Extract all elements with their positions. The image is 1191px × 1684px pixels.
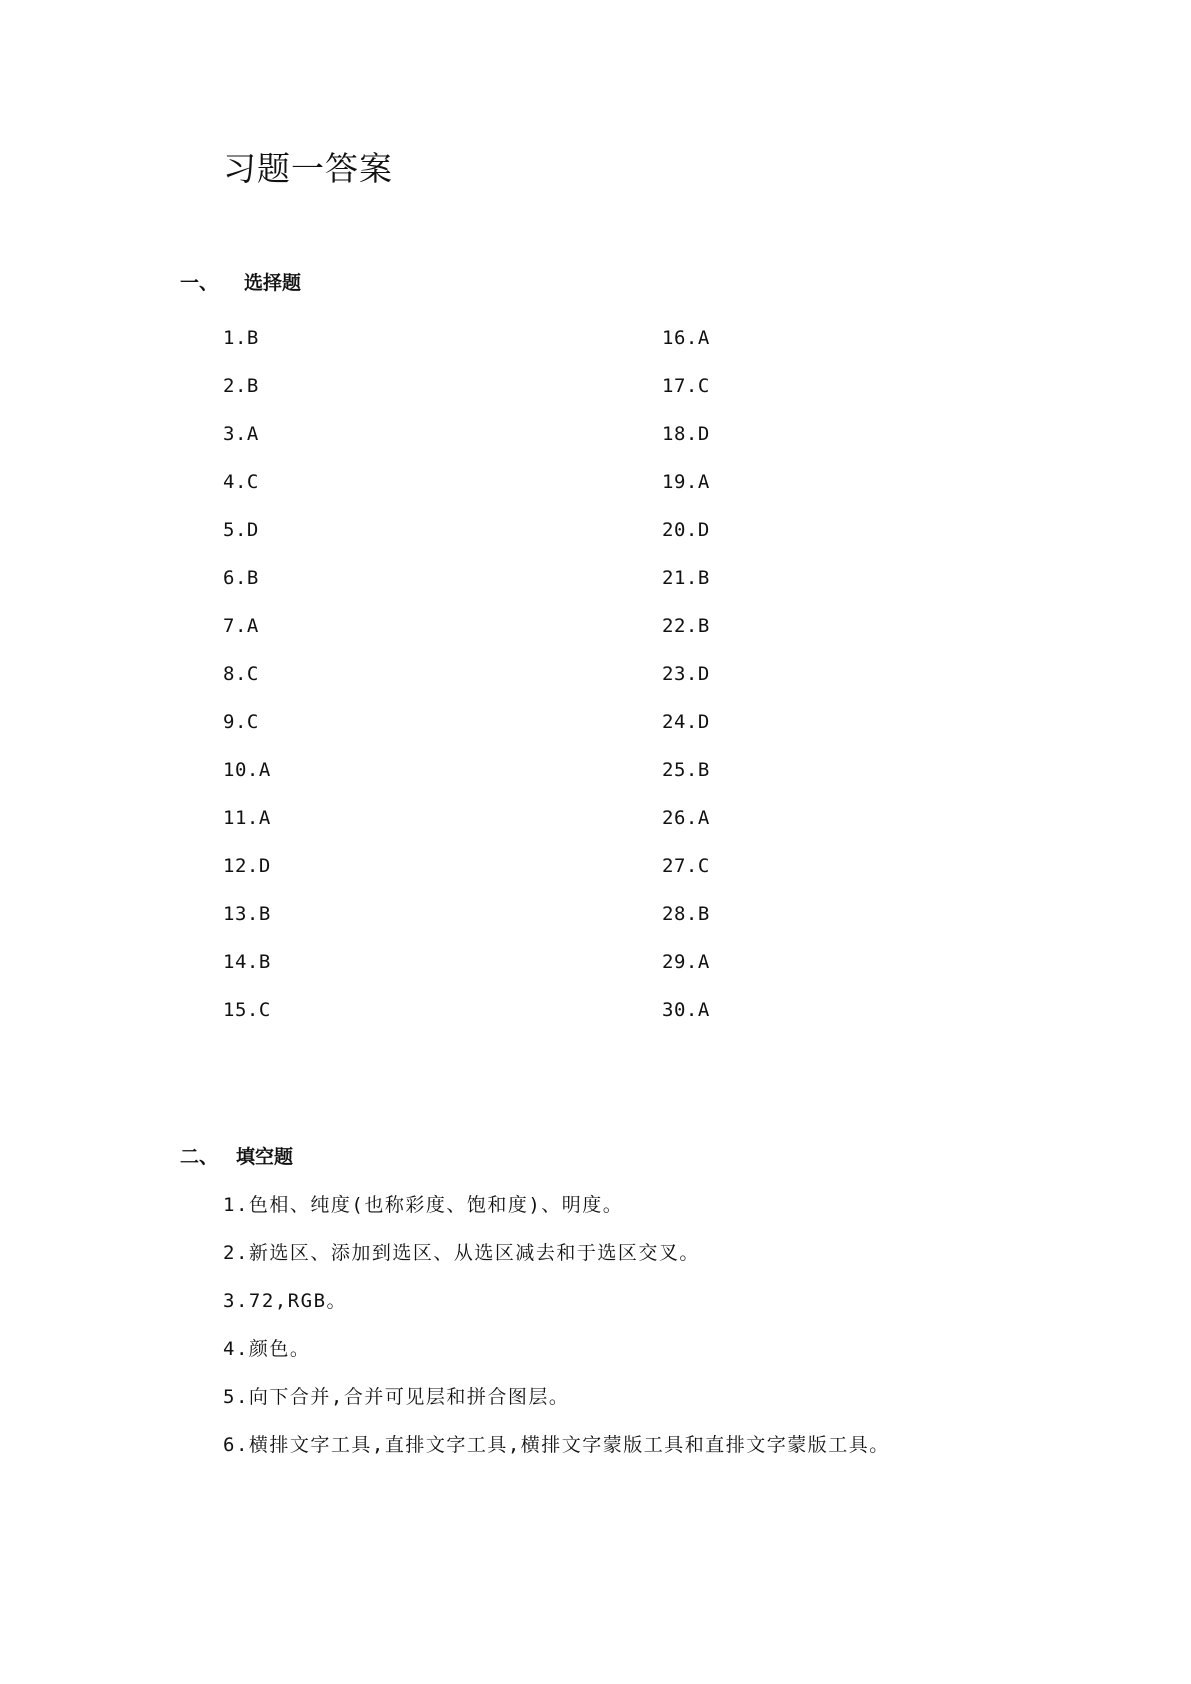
- answer-item: 20.D: [662, 519, 710, 541]
- answer-item: 10.A: [223, 759, 271, 781]
- answer-item: 19.A: [662, 471, 710, 493]
- answer-item: 30.A: [662, 999, 710, 1021]
- page-title: 习题一答案: [223, 149, 393, 188]
- answer-item: 5.D: [223, 519, 259, 541]
- section-number: 一、: [180, 272, 219, 294]
- answer-item: 2.B: [223, 375, 259, 397]
- fill-answer-item: 6.横排文字工具,直排文字工具,横排文字蒙版工具和直排文字蒙版工具。: [223, 1434, 890, 1456]
- answer-item: 12.D: [223, 855, 271, 877]
- answer-item: 8.C: [223, 663, 259, 685]
- fill-answer-item: 3.72,RGB。: [223, 1290, 348, 1312]
- section-label: 选择题: [244, 272, 302, 294]
- section-heading-fill-in-blank: [180, 1142, 293, 1169]
- fill-in-blank-answers: [223, 1190, 890, 1478]
- section-number: 二、: [180, 1146, 219, 1168]
- answer-item: 18.D: [662, 423, 710, 445]
- section-label: 填空题: [236, 1146, 294, 1168]
- answer-item: 25.B: [662, 759, 710, 781]
- answer-item: 17.C: [662, 375, 710, 397]
- answer-item: 3.A: [223, 423, 259, 445]
- answer-item: 4.C: [223, 471, 259, 493]
- section-heading-multiple-choice: [180, 268, 301, 295]
- fill-answer-item: 4.颜色。: [223, 1338, 311, 1360]
- answer-item: 16.A: [662, 327, 710, 349]
- answer-item: 13.B: [223, 903, 271, 925]
- answer-item: 27.C: [662, 855, 710, 877]
- answer-item: 29.A: [662, 951, 710, 973]
- answer-item: 28.B: [662, 903, 710, 925]
- answer-item: 22.B: [662, 615, 710, 637]
- multiple-choice-left-column: [223, 323, 271, 1043]
- fill-answer-item: 2.新选区、添加到选区、从选区减去和于选区交叉。: [223, 1242, 700, 1264]
- multiple-choice-right-column: [662, 323, 710, 1043]
- answer-item: 6.B: [223, 567, 259, 589]
- answer-item: 7.A: [223, 615, 259, 637]
- answer-item: 21.B: [662, 567, 710, 589]
- answer-item: 14.B: [223, 951, 271, 973]
- fill-answer-item: 1.色相、纯度(也称彩度、饱和度)、明度。: [223, 1194, 624, 1216]
- answer-item: 26.A: [662, 807, 710, 829]
- answer-item: 1.B: [223, 327, 259, 349]
- answer-item: 15.C: [223, 999, 271, 1021]
- answer-item: 24.D: [662, 711, 710, 733]
- answer-item: 23.D: [662, 663, 710, 685]
- answer-item: 9.C: [223, 711, 259, 733]
- fill-answer-item: 5.向下合并,合并可见层和拼合图层。: [223, 1386, 570, 1408]
- answer-item: 11.A: [223, 807, 271, 829]
